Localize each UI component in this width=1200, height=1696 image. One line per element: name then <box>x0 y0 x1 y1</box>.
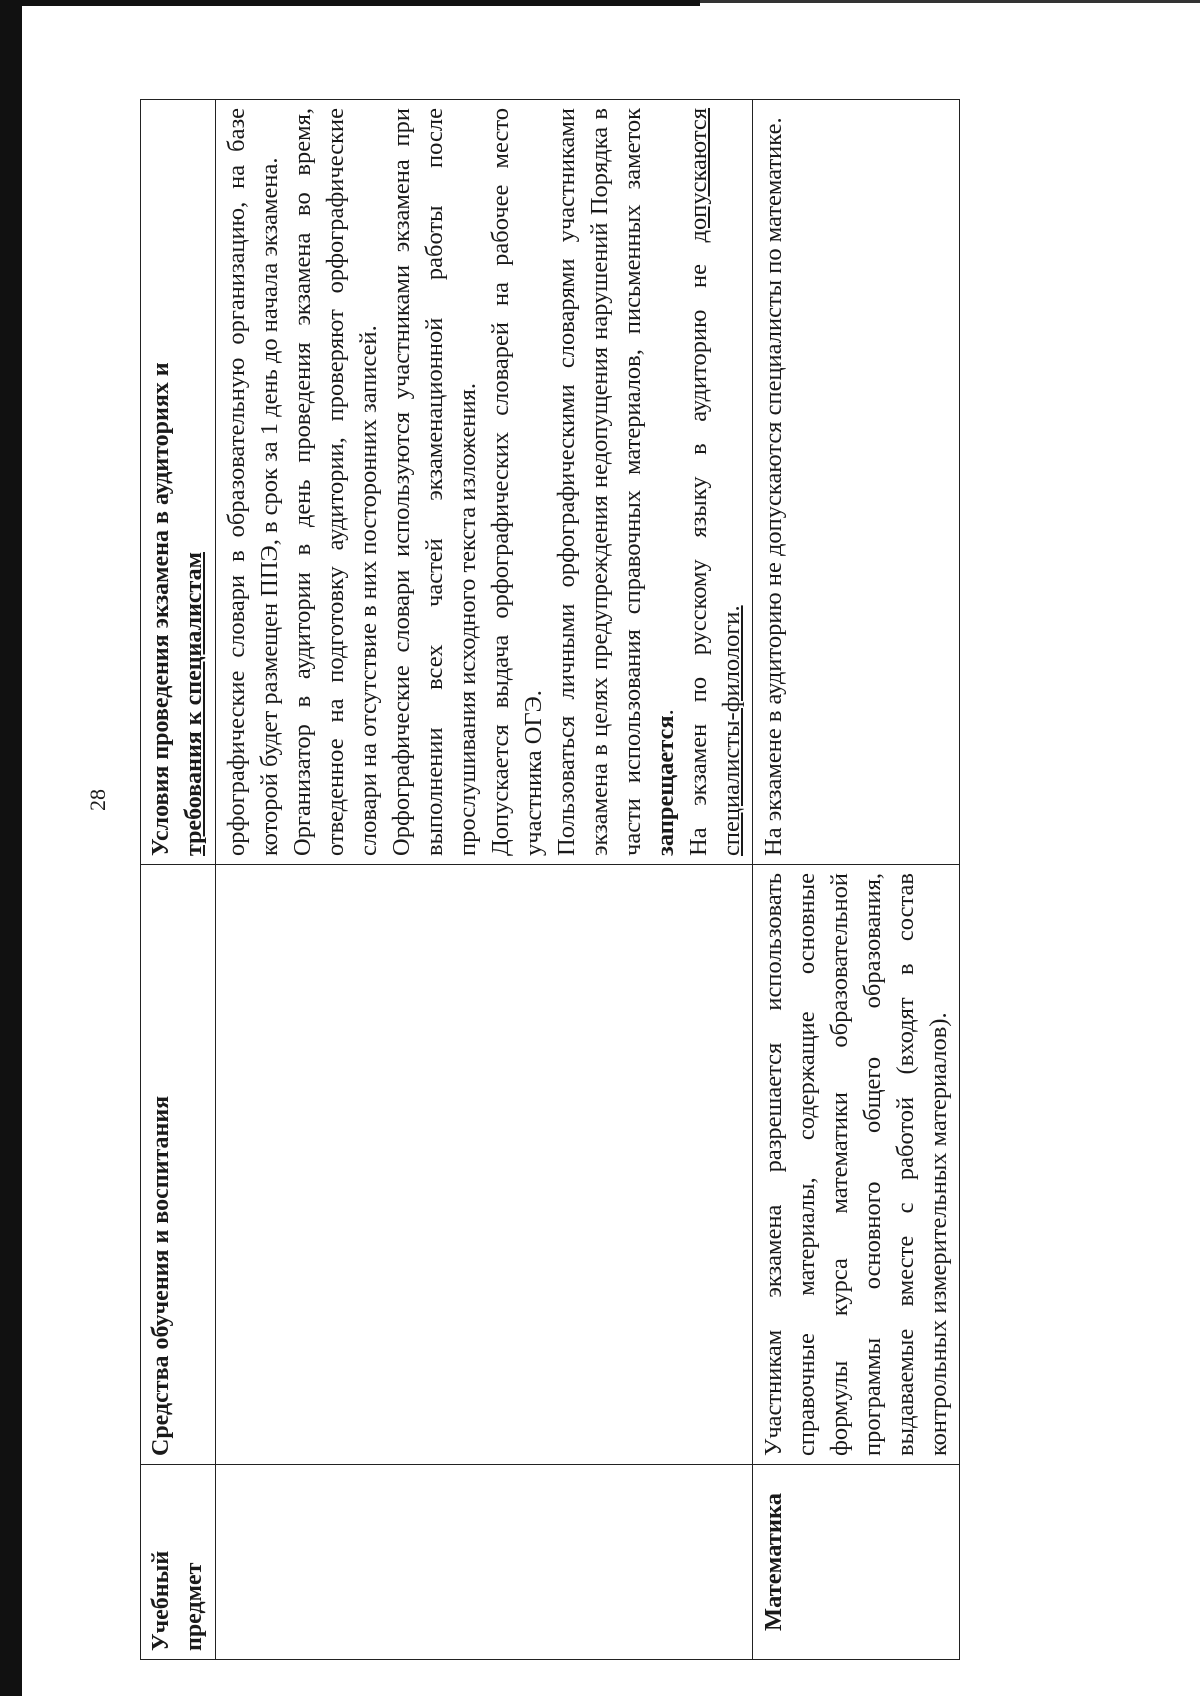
exam-conditions-table <box>140 99 960 1660</box>
rule-prefix: Пользоваться личными орфографическими словарями участниками экзамена в целях предупреждения недопущения нарушений Порядка в части использования справочных материалов, письменных заметок <box>553 108 646 856</box>
scan-edge-left <box>0 0 22 1696</box>
spec-underlined: допускаются специалисты-филологи. <box>685 107 745 856</box>
rule-suffix: . <box>652 709 679 716</box>
cell-conditions-russian <box>216 100 753 865</box>
paragraph-personal-dictionaries <box>550 108 682 856</box>
header-subject: Учебный предмет <box>141 1465 216 1660</box>
scan-edge-top-thin <box>700 0 1200 3</box>
header-conditions-bold: Условия проведения экзамена в аудиториях и <box>148 362 174 856</box>
cell-conditions-math: На экзамене в аудиторию не допускаются специалисты по математике. <box>753 100 960 865</box>
header-conditions <box>141 100 216 865</box>
table-header-row <box>141 100 216 1660</box>
header-tools: Средства обучения и воспитания <box>141 865 216 1465</box>
spec-prefix: На экзамен по русскому языку в аудиторию не <box>685 264 712 856</box>
cell-tools-russian <box>216 865 753 1465</box>
paragraph-specialists-russian <box>682 108 748 856</box>
page-number: 28 <box>85 789 110 811</box>
scan-edge-top <box>0 0 700 6</box>
paragraph-dictionary-delivery: орфографические словари в образовательную организацию, на базе которой будет размещен ППЭ, в срок за 1 день до начала экзамена. <box>223 108 283 856</box>
paragraph-dictionary-issue: Допускается выдача орфографических словарей на рабочее место участника ОГЭ. <box>487 108 547 856</box>
paragraph-dictionary-usage: Орфографические словари используются участниками экзамена при выполнении всех частей экзаменационной работы после прослушивания исходного текста изложения. <box>388 108 481 856</box>
cell-tools-math: Участникам экзамена разрешается использовать справочные материалы, содержащие основные формулы курса математики образовательной программы основного общего образования, выдаваемые вместе с работой (входят в состав контрольных измерительных материалов). <box>753 865 960 1465</box>
cell-subject-russian <box>216 1465 753 1660</box>
rule-forbidden: запрещается <box>652 715 679 856</box>
header-conditions-underlined: требования к специалистам <box>181 552 207 856</box>
table-row-math <box>753 100 960 1660</box>
cell-subject-math: Математика <box>753 1465 960 1660</box>
table-row-russian <box>216 100 753 1660</box>
rotated-page <box>55 60 1145 1660</box>
paragraph-organizer-check: Организатор в аудитории в день проведения экзамена во время, отведенное на подготовку аудитории, проверяют орфографические словари на отсутствие в них посторонних записей. <box>289 108 382 856</box>
